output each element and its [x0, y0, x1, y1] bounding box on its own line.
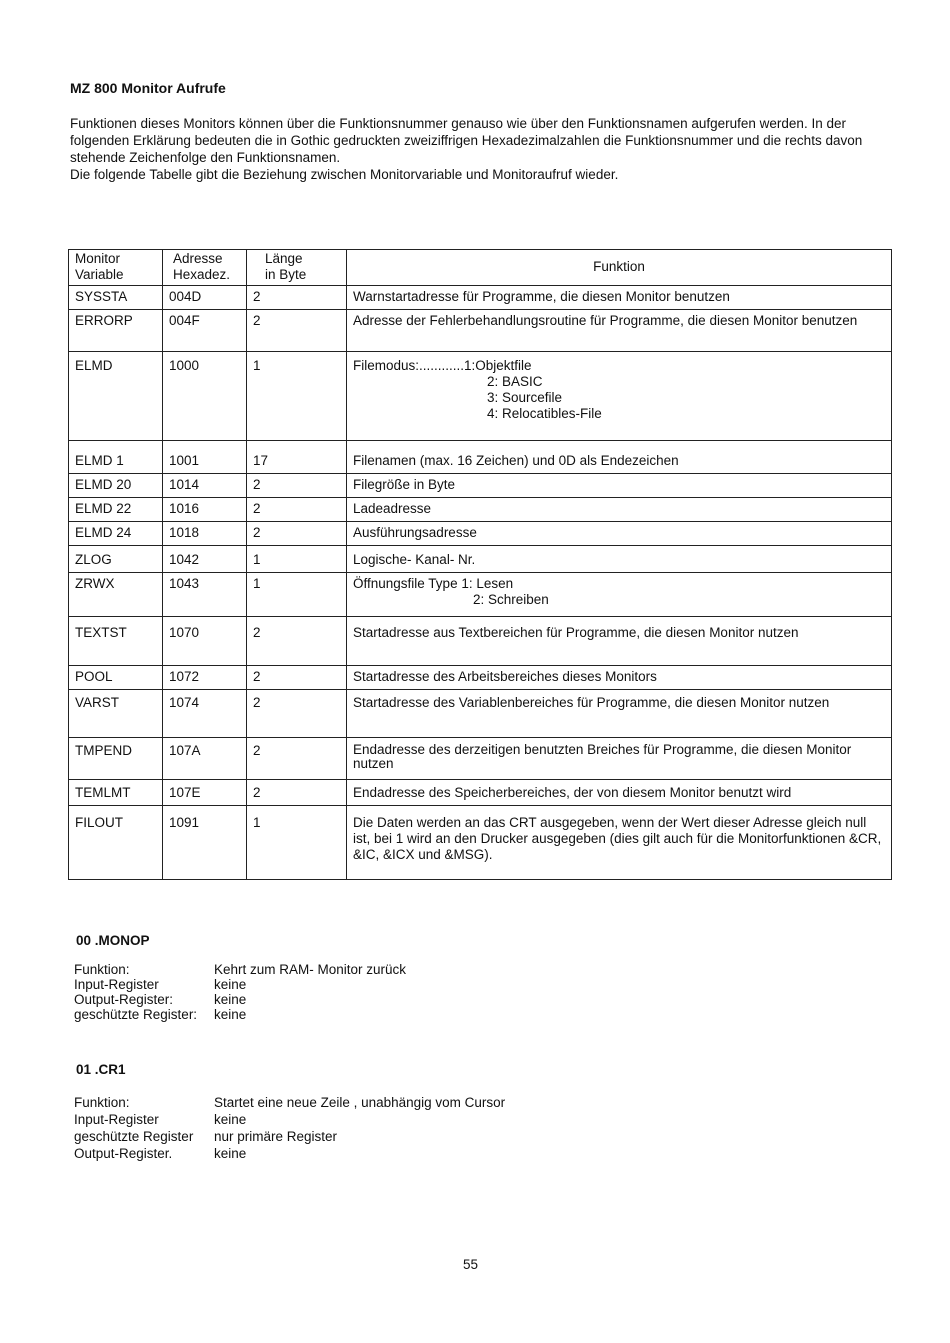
detail-value: keine: [214, 992, 247, 1007]
page-number: 55: [463, 1257, 479, 1272]
table-row: [69, 522, 892, 546]
cell-function: Startadresse des Arbeitsbereiches dieses Monitors: [347, 666, 892, 690]
detail-row: [74, 1128, 505, 1145]
filetype-line: Öffnungsfile Type 1: Lesen: [353, 576, 514, 591]
cell-function: Filenamen (max. 16 Zeichen) und 0D als Endezeichen: [347, 441, 892, 474]
cell-address: 1043: [163, 573, 247, 617]
cell-function: Endadresse des Speicherbereiches, der von diesem Monitor benutzt wird: [347, 780, 892, 806]
table-row: [69, 573, 892, 617]
cell-address: 1074: [163, 690, 247, 738]
monitor-variable-table: [68, 249, 892, 880]
cell-variable: ELMD 22: [69, 498, 163, 522]
intro-text: [70, 115, 870, 183]
cell-length: 2: [247, 474, 347, 498]
detail-value: keine: [214, 1007, 247, 1022]
header-length-line-1: Länge: [265, 251, 303, 266]
cell-variable: TMPEND: [69, 738, 163, 780]
header-function: Funktion: [347, 250, 892, 286]
header-address-line-2: Hexadez.: [173, 267, 231, 282]
detail-key: Output-Register:: [74, 992, 174, 1007]
detail-row: [74, 1007, 406, 1022]
detail-value: keine: [214, 1112, 247, 1127]
detail-value: Startet eine neue Zeile , unabhängig vom Cursor: [214, 1095, 506, 1110]
header-length-line-2: in Byte: [265, 267, 307, 282]
cell-variable: ZLOG: [69, 546, 163, 573]
detail-row: [74, 962, 406, 977]
cell-address: 1014: [163, 474, 247, 498]
cell-address: 107A: [163, 738, 247, 780]
cell-variable: FILOUT: [69, 806, 163, 880]
cell-length: 2: [247, 738, 347, 780]
header-address-line-1: Adresse: [173, 251, 223, 266]
detail-key: Funktion:: [74, 1095, 130, 1110]
intro-paragraph-2: Die folgende Tabelle gibt die Beziehung zwischen Monitorvariable und Monitoraufruf wieder.: [70, 167, 619, 182]
cell-address: 1001: [163, 441, 247, 474]
table-row: [69, 441, 892, 474]
cell-variable: ZRWX: [69, 573, 163, 617]
header-address: [163, 250, 247, 286]
cell-length: 2: [247, 310, 347, 352]
cell-variable: TEMLMT: [69, 780, 163, 806]
cell-length: 2: [247, 666, 347, 690]
cell-length: 1: [247, 546, 347, 573]
cell-address: 1016: [163, 498, 247, 522]
cell-variable: POOL: [69, 666, 163, 690]
header-variable-line-2: Variable: [75, 267, 124, 282]
detail-value: nur primäre Register: [214, 1129, 338, 1144]
cell-variable: SYSSTA: [69, 286, 163, 310]
table-row: [69, 780, 892, 806]
cell-function: Filegröße in Byte: [347, 474, 892, 498]
cell-function: Adresse der Fehlerbehandlungsroutine für Programme, die diesen Monitor benutzen: [347, 310, 892, 352]
header-length: [247, 250, 347, 286]
detail-key: Input-Register: [74, 977, 159, 992]
table-row: [69, 474, 892, 498]
cell-function: Ladeadresse: [347, 498, 892, 522]
page-heading: MZ 800 Monitor Aufrufe: [70, 80, 226, 96]
cell-address: 1091: [163, 806, 247, 880]
cell-length: 2: [247, 690, 347, 738]
cell-address: 1018: [163, 522, 247, 546]
cell-address: 107E: [163, 780, 247, 806]
cell-address: 1000: [163, 352, 247, 441]
cell-variable: ELMD: [69, 352, 163, 441]
intro-paragraph-1: Funktionen dieses Monitors können über die Funktionsnummer genauso wie über den Funktionsnamen aufgerufen werden. In der folgenden Erklärung bedeuten die in Gothic gedruckten zweiziffrigen Hexadezimalzahlen die Funktionsnummer und die rechts davon stehende Zeichenfolge den Funktionsnamen.: [70, 116, 863, 165]
detail-row: [74, 1145, 505, 1162]
section-details-cr1: [74, 1094, 505, 1162]
detail-key: geschützte Register:: [74, 1007, 198, 1022]
table-row: [69, 617, 892, 666]
cell-function: Die Daten werden an das CRT ausgegeben, wenn der Wert dieser Adresse gleich null ist, bei 1 wird an den Drucker ausgegeben (dies gilt auch für die Monitorfunktionen &CR, &IC, &ICX und &MSG).: [347, 806, 892, 880]
cell-variable: VARST: [69, 690, 163, 738]
detail-value: Kehrt zum RAM- Monitor zurück: [214, 962, 407, 977]
cell-address: 1070: [163, 617, 247, 666]
cell-function: Logische- Kanal- Nr.: [347, 546, 892, 573]
detail-row: [74, 1111, 505, 1128]
cell-length: 17: [247, 441, 347, 474]
detail-value: keine: [214, 1146, 247, 1161]
cell-address: 1042: [163, 546, 247, 573]
cell-function: [347, 352, 892, 441]
filemodus-option: 4: Relocatibles-File: [487, 406, 602, 421]
cell-function: [347, 573, 892, 617]
detail-row: [74, 1094, 505, 1111]
cell-variable: ELMD 24: [69, 522, 163, 546]
filetype-option: 2: Schreiben: [473, 592, 549, 607]
filemodus-option: 2: BASIC: [487, 374, 543, 389]
detail-row: [74, 977, 406, 992]
cell-address: 004F: [163, 310, 247, 352]
filemodus-option: 3: Sourcefile: [487, 390, 563, 405]
detail-key: Output-Register.: [74, 1146, 173, 1161]
detail-key: geschützte Register: [74, 1129, 194, 1144]
table-row: [69, 352, 892, 441]
section-title-monop: 00 .MONOP: [76, 933, 150, 948]
cell-function: Warnstartadresse für Programme, die diesen Monitor benutzen: [347, 286, 892, 310]
section-title-cr1: 01 .CR1: [76, 1062, 126, 1077]
cell-length: 1: [247, 573, 347, 617]
table-row: [69, 690, 892, 738]
cell-function: Startadresse aus Textbereichen für Programme, die diesen Monitor nutzen: [347, 617, 892, 666]
header-variable-line-1: Monitor: [75, 251, 121, 266]
table-row: [69, 738, 892, 780]
cell-length: 2: [247, 617, 347, 666]
section-details-monop: [74, 962, 406, 1022]
table-row: [69, 310, 892, 352]
table-row: [69, 666, 892, 690]
cell-length: 2: [247, 286, 347, 310]
cell-address: 1072: [163, 666, 247, 690]
cell-length: 2: [247, 498, 347, 522]
cell-variable: TEXTST: [69, 617, 163, 666]
cell-length: 1: [247, 352, 347, 441]
cell-function: Endadresse des derzeitigen benutzten Breiches für Programme, die diesen Monitor nutzen: [347, 738, 892, 780]
detail-value: keine: [214, 977, 247, 992]
cell-length: 2: [247, 522, 347, 546]
table-row: [69, 806, 892, 880]
cell-variable: ERRORP: [69, 310, 163, 352]
table-row: [69, 546, 892, 573]
cell-length: 1: [247, 806, 347, 880]
table-header-row: [69, 250, 892, 286]
cell-variable: ELMD 20: [69, 474, 163, 498]
table-row: [69, 498, 892, 522]
detail-key: Funktion:: [74, 962, 130, 977]
cell-function: Startadresse des Variablenbereiches für Programme, die diesen Monitor nutzen: [347, 690, 892, 738]
cell-length: 2: [247, 780, 347, 806]
detail-row: [74, 992, 406, 1007]
detail-key: Input-Register: [74, 1112, 159, 1127]
cell-variable: ELMD 1: [69, 441, 163, 474]
table-row: [69, 286, 892, 310]
cell-function: Ausführungsadresse: [347, 522, 892, 546]
filemodus-line: Filemodus:............1:Objektfile: [353, 358, 532, 373]
cell-address: 004D: [163, 286, 247, 310]
header-variable: [69, 250, 163, 286]
